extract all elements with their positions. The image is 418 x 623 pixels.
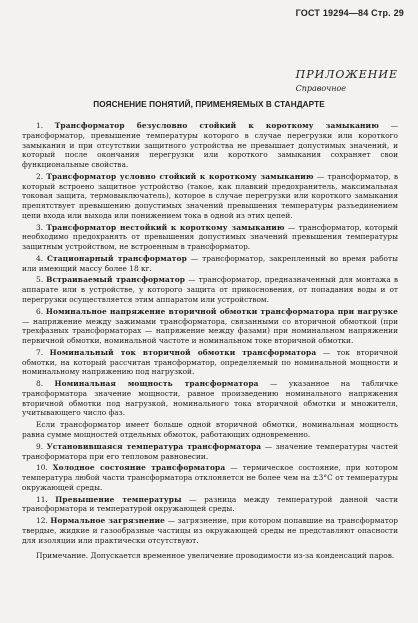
item-text: — разница между температурой данной части трансформатора и температурой окружающей среды. bbox=[22, 494, 398, 514]
item-text: — трансформатор, превышение температуры которого в случае перегрузки или короткого замыкания и при отсутствии защитного устройства не превышает допустимых значений, и который после окончания перегрузки или короткого замыкания сохраняет свои функциональные свойства. bbox=[22, 121, 398, 170]
item-term: Номинальное напряжение вторичной обмотки трансформатора при нагрузке bbox=[45, 306, 398, 316]
item-term: Трансформатор нестойкий к короткому замыканию bbox=[46, 222, 285, 232]
definition-item bbox=[22, 275, 398, 304]
page-header: ГОСТ 19294—84 Стр. 29 bbox=[295, 8, 404, 18]
item-term: Установившаяся температура трансформатора bbox=[46, 441, 262, 451]
item-number: 10. bbox=[36, 463, 48, 473]
definition-continuation bbox=[22, 420, 398, 440]
definition-item bbox=[22, 121, 398, 170]
definition-item bbox=[22, 495, 398, 515]
item-term: Встраиваемый трансформатор bbox=[46, 275, 186, 285]
item-text: — указанное на табличке трансформатора значение мощности, равное произведению номинального напряжения вторичной обмотки под нагрузкой, номинального тока вторичной обмотки и множителя, учитывающего число фаз. bbox=[22, 379, 398, 418]
item-number: 7. bbox=[36, 347, 44, 357]
appendix-label bbox=[296, 68, 398, 93]
definition-item bbox=[22, 254, 398, 274]
item-number: 9. bbox=[36, 441, 44, 451]
item-number: 8. bbox=[36, 379, 44, 389]
note bbox=[22, 551, 398, 561]
item-text: — значение температуры частей трансформатора при его тепловом равновесии. bbox=[22, 441, 398, 461]
item-number: 12. bbox=[36, 516, 48, 526]
item-number: 3. bbox=[36, 222, 44, 232]
definition-item bbox=[22, 379, 398, 418]
definition-item bbox=[22, 463, 398, 492]
item-text: — трансформатор, предназначенный для монтажа в аппарате или в устройстве, у которого защита от прикосновения, от попадания воды и от перегрузки осуществляется этим аппаратом или устройством. bbox=[22, 275, 398, 305]
item-text: — термическое состояние, при котором температура любой части трансформатора отклоняется не более чем на ±3°С от температуры окружающей среды. bbox=[22, 463, 398, 492]
item-text: Если трансформатор имеет больше одной вторичной обмотки, номинальная мощность равна сумме мощностей отдельных обмоток, работающих одновременно. bbox=[22, 420, 398, 439]
appendix-subtitle: Справочное bbox=[295, 84, 347, 93]
item-term: Номинальная мощность трансформатора bbox=[54, 379, 259, 389]
note-label: Примечание. bbox=[36, 551, 89, 561]
item-text: — загрязнение, при котором попавшие на трансформатор твердые, жидкие и газообразные частицы из окружающей среды не представляют опасности для изоляции или практически отсутствуют. bbox=[22, 516, 398, 545]
item-number: 5. bbox=[36, 275, 44, 285]
item-term: Нормальное загрязнение bbox=[50, 516, 166, 526]
item-number: 11. bbox=[36, 494, 48, 504]
item-term: Трансформатор условно стойкий к короткому замыканию bbox=[46, 171, 314, 181]
definition-item bbox=[22, 516, 398, 545]
definition-item bbox=[22, 172, 398, 221]
definition-item bbox=[22, 348, 398, 377]
item-text: — ток вторичной обмотки, на который рассчитан трансформатор, определяемый по номинальной мощности и номинальному напряжению под нагрузкой. bbox=[22, 347, 399, 377]
appendix-title: ПРИЛОЖЕНИЕ bbox=[295, 68, 398, 81]
item-term: Стационарный трансформатор bbox=[46, 253, 187, 263]
document-title: ПОЯСНЕНИЕ ПОНЯТИЙ, ПРИМЕНЯЕМЫХ В СТАНДАРТЕ bbox=[93, 100, 325, 109]
item-number: 6. bbox=[36, 306, 44, 316]
note-text: Допускается временное увеличение проводимости из-за конденсаций паров. bbox=[88, 551, 395, 561]
item-term: Превышение температуры bbox=[55, 494, 182, 504]
item-text: — трансформатор, закрепленный во время работы или имеющий массу более 18 кг. bbox=[22, 253, 398, 273]
definitions-body bbox=[22, 121, 398, 563]
item-term: Трансформатор безусловно стойкий к короткому замыканию bbox=[54, 121, 379, 130]
item-number: 4. bbox=[36, 253, 44, 263]
item-term: Холодное состояние трансформатора bbox=[52, 463, 226, 473]
definition-item bbox=[22, 442, 398, 462]
definition-item bbox=[22, 223, 398, 252]
item-text: — трансформатор, который необходимо предохранять от превышения допустимых значений превышения температуры защитным устройством, не встроенным в трансформатор. bbox=[22, 222, 398, 252]
item-text: — напряжение между зажимами трансформатора, связанными со вторичной обмоткой (при трехфазных трансформаторах — напряжение между фазами) при номинальном напряжении первичной обмотки, номинальной частоте и номинальном токе вторичной обмотки. bbox=[22, 316, 398, 346]
item-number: 2. bbox=[36, 171, 44, 181]
definition-item bbox=[22, 307, 398, 346]
item-text: — трансформатор, в который встроено защитное устройство (такое, как плавкий предохранитель, максимальная токовая защита, термовыключатель), которое в случае перегрузки или короткого замыкания препятствует превышению допустимых значений превышения температуры разъединением цепи входа или выхода или понижением тока в одной из этих цепей. bbox=[22, 171, 398, 220]
item-number: 1. bbox=[36, 121, 44, 130]
item-term: Номинальный ток вторичной обмотки трансформатора bbox=[49, 347, 317, 357]
